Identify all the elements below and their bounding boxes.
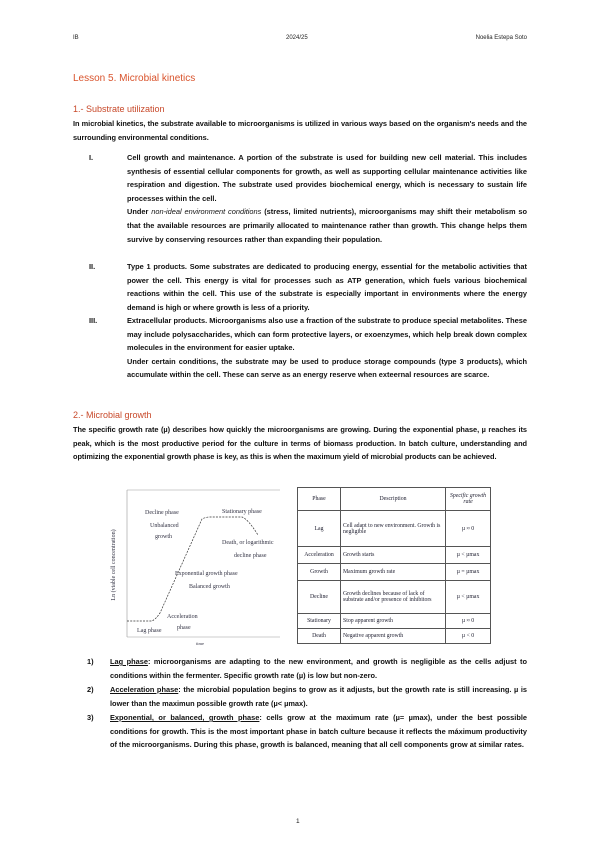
cell: µ < µmax [446,581,491,614]
section2-intro: The specific growth rate (µ) describes how quickly the microorganisms are growing. During the exponential phase, µ reaches its peak, which is the most productive period for the culture in terms of biomass production. In batch culture, understanding and optimizing the exponential growth phase is key, as this is when the maximum yield of microbial products can be achieved. [73,425,527,462]
page-number: 1 [296,818,300,825]
item-number: 2) [87,685,94,694]
label-balanced: Balanced growth [189,584,230,590]
cell: Growth starts [341,547,446,564]
label-lag: Lag phase [137,628,162,634]
label-death-2: decline phase [234,553,267,559]
phase-text: : microorganisms are adapting to the new environment, and growth is negligible as the cells adjust to conditions within the fermenter. Specific growth rate (µ) is low but non-zero. [110,657,527,680]
header-center: 2024/25 [286,35,308,41]
phase-term: Acceleration phase [110,685,179,694]
phase-term: Exponential, or balanced, growth phase [110,713,260,722]
column-header: Specific growth rate [446,488,491,511]
phase-item [73,683,527,710]
cell: Death [298,629,341,644]
cell: Maximum growth rate [341,564,446,581]
table-row [298,511,491,547]
cell: Acceleration [298,547,341,564]
label-unbalanced-growth: growth [155,534,172,540]
header-left: IB [73,35,79,41]
cell: µ < 0 [446,629,491,644]
cell: µ = µmax [446,564,491,581]
section-heading-substrate: 1.- Substrate utilization [73,104,165,114]
table-row [298,614,491,629]
table-row [298,547,491,564]
phase-item [73,711,527,752]
section1-intro: In microbial kinetics, the substrate available to microorganisms is utilized in various ways based on the organism's needs and the surrounding environmental conditions. [73,119,527,142]
item-text: Type 1 products. Some substrates are dedicated to producing energy, essential for the metabolic activities that power the cell. This energy is vital for processes such as ATP generation, which fuels various biochemical reactions within the cell. This use of the substrate is especially important in environments where the energy demand is high or where growth is less of a priority. [127,262,527,312]
x-axis-label: time [196,641,204,645]
table-row [298,564,491,581]
phase-text: : the microbial population begins to grow as it adjusts, but the growth rate is still increasing. µ is lower than the maximun possible growth rate (µ< µmax). [110,685,527,708]
item-text-extra: Under certain conditions, the substrate may be used to produce storage compounds (type 3 products), which accumulate within the cell. These can serve as an energy reserve when exteernal resources are scarce. [127,356,527,380]
label-unbalanced: Unbalanced [150,523,179,529]
label-exponential: Exponential growth phase [175,571,238,577]
item-number: III. [89,316,98,325]
phase-text: : cells grow at the maximum rate (µ= µmax), under the best possible conditions for growth. This is the most important phase in batch culture because it reflects the máximum productivity of the microorganisms. During this phase, growth is balanced, meaning that all cell components grow at similar rates. [110,713,527,750]
label-acceleration: Acceleration [167,614,198,620]
cell: µ ≈ 0 [446,614,491,629]
item-number: I. [89,153,94,162]
page-title: Lesson 5. Microbial kinetics [73,73,196,84]
item-number: 1) [87,657,94,666]
header-right: Noelia Estepa Soto [475,35,527,41]
table-header-row [298,488,491,511]
italic-text: non-ideal environment conditions [151,207,262,217]
label-death: Death, or logarithmic [222,540,274,546]
label-decline: Decline phase [145,510,179,516]
growth-curve-figure [100,485,300,645]
cell: Negative apparent growth [341,629,446,644]
cell: µ < µmax [446,547,491,564]
cell: Cell adapt to new environment. Growth is negligible [341,511,446,547]
item-text-extra [127,205,527,246]
growth-phase-table [297,487,491,644]
item-text: Cell growth and maintenance. A portion of the substrate is used for building new cell material. This includes synthesis of essential cellular components for growth, as well as supporting cellular maintenance activities like respiration and digestion. The substrate used provides biochemical energy, which is necessary to sustain life processes within the cell. [127,153,527,203]
table-row [298,581,491,614]
cell: Stop apparent growth [341,614,446,629]
text: (stress, limited nutrients), microorganisms may shift their metabolism so that the available resources are primarily allocated to maintenance rather than growth. This change helps them survive by conserving resources rather than expanding their population. [127,207,528,244]
phase-term: Lag phase [110,657,148,666]
column-header: Phase [298,488,341,511]
item-number: 3) [87,713,94,722]
label-stationary: Stationary phase [222,509,262,515]
cell: Lag [298,511,341,547]
list-item [73,314,527,382]
cell: µ ≈ 0 [446,511,491,547]
list-item [73,151,527,246]
y-axis-label: Ln (viable cell concentration) [111,529,117,601]
cell: Stationary [298,614,341,629]
label-acceleration-2: phase [177,625,191,631]
cell: Growth declines because of lack of substrate and/or presence of inhibitors [341,581,446,614]
table-row [298,629,491,644]
item-number: II. [89,262,96,271]
text: Under [127,207,152,217]
cell: Decline [298,581,341,614]
cell: Growth [298,564,341,581]
growth-curve [127,517,258,621]
column-header: Description [341,488,446,511]
phase-item [73,655,527,682]
section-heading-growth: 2.- Microbial growth [73,410,152,420]
list-item [73,260,527,314]
item-text: Extracellular products. Microorganisms also use a fraction of the substrate to produce special metabolites. These may include polysaccharides, which can form protective layers, or exoenzymes, which help break down complex molecules in the environment for easier uptake. [127,316,527,353]
